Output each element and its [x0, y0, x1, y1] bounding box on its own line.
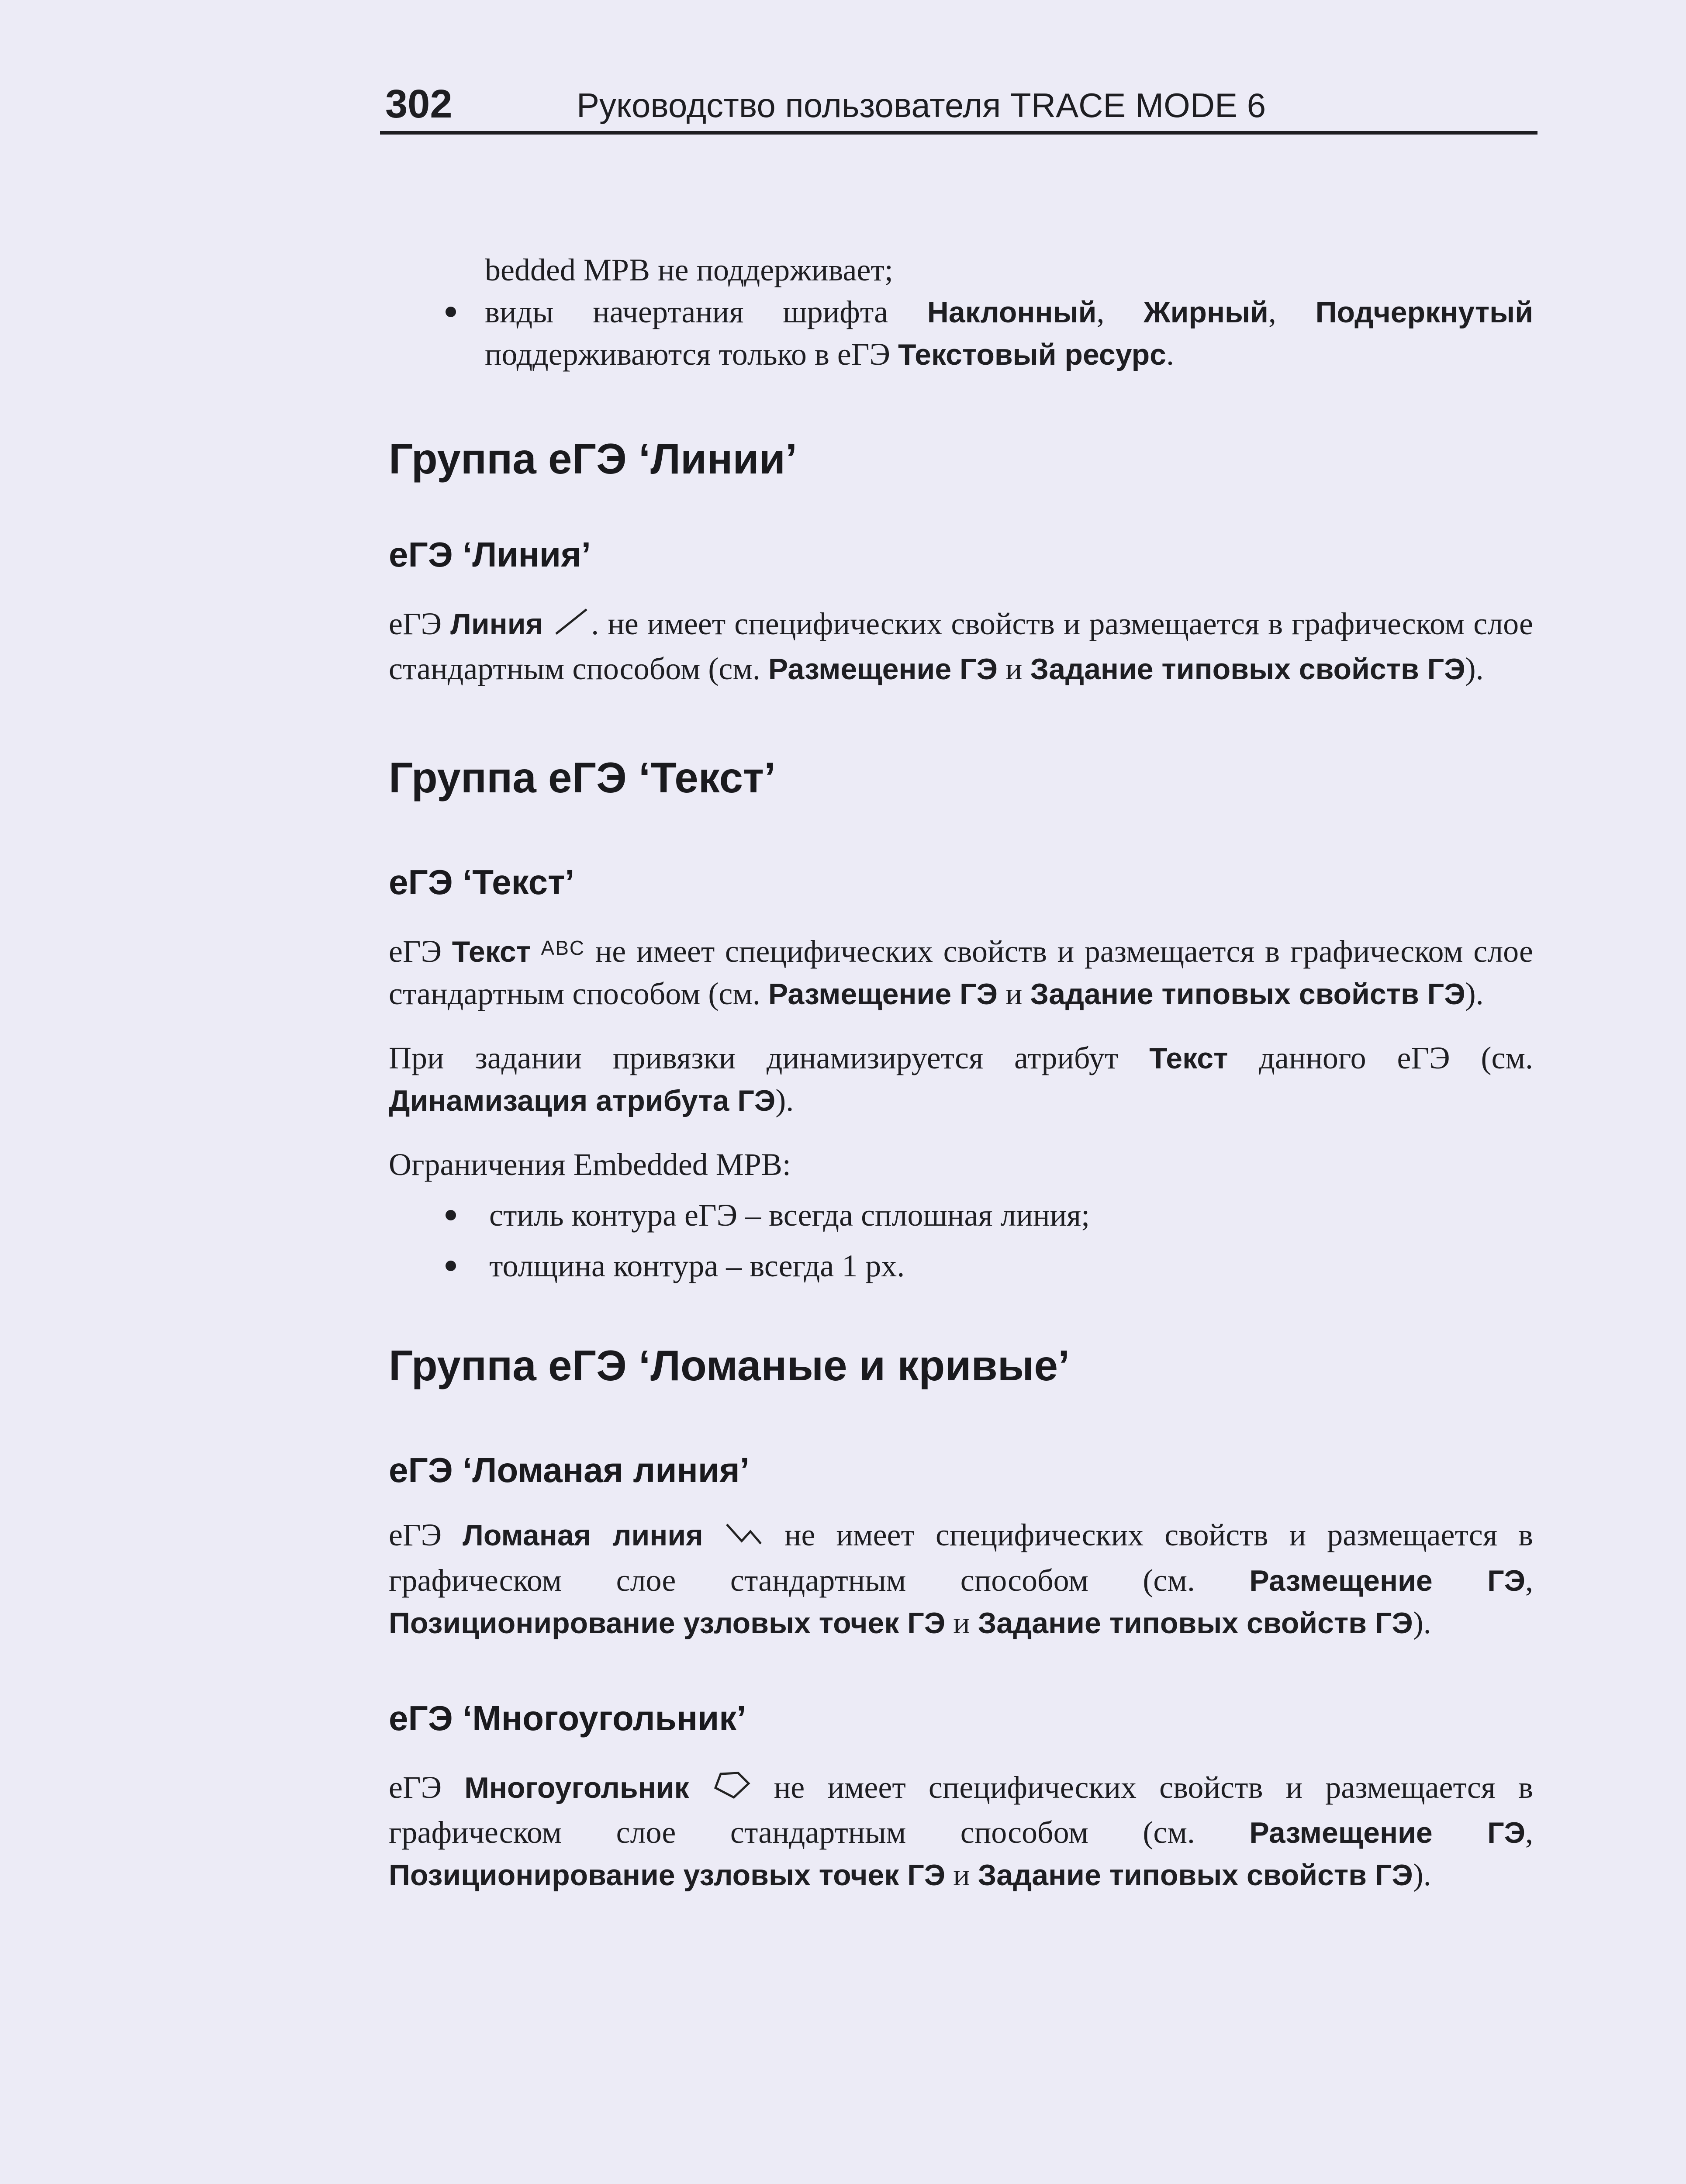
list-item: толщина контура – всегда 1 px. [389, 1245, 1533, 1287]
text-tool-icon: ABC [541, 936, 585, 960]
limits-label: Ограничения Embedded MPB: [389, 1147, 791, 1182]
subsection-heading-line: еГЭ ‘Линия’ [389, 535, 591, 574]
line-tool-icon [552, 606, 591, 648]
section-heading-polylines: Группа еГЭ ‘Ломаные и кривые’ [389, 1341, 1070, 1390]
intro-bullet-list [389, 291, 1533, 376]
line-description: еГЭ Линия . не имеет специфических свойств и размещается в графическом слое стандартным способом (см. Размещение ГЭ и Задание типовых свойств ГЭ). [389, 606, 1533, 687]
page-header [380, 79, 1537, 135]
polyline-description: еГЭ Ломаная линия не имеет специфических свойств и размещается в графическом слое стандартным способом (см. Размещение ГЭ, Позиционирование узловых точек ГЭ и Задание типовых свойств ГЭ). [389, 1517, 1533, 1640]
subsection-heading-text: еГЭ ‘Текст’ [389, 863, 575, 902]
subsection-heading-polyline: еГЭ ‘Ломаная линия’ [389, 1451, 750, 1490]
continuation-line: bedded MPB не поддерживает; [485, 252, 893, 287]
section-heading-lines: Группа еГЭ ‘Линии’ [389, 435, 798, 483]
polyline-tool-icon [724, 1517, 764, 1559]
list-item: виды начертания шрифта Наклонный, Жирный, Подчеркнутый поддерживаются только в еГЭ Текстовый ресурс. [389, 291, 1533, 376]
section-heading-text: Группа еГЭ ‘Текст’ [389, 753, 776, 802]
limits-list [389, 1194, 1533, 1287]
page-number: 302 [385, 82, 453, 126]
page-body [389, 249, 1533, 1896]
binding-paragraph: При задании привязки динамизируется атрибут Текст данного еГЭ (см. Динамизация атрибута ГЭ). [389, 1040, 1533, 1118]
polygon-tool-icon [712, 1769, 751, 1811]
running-title: Руководство пользователя TRACE MODE 6 [577, 86, 1266, 124]
polygon-description: еГЭ Многоугольник не имеет специфических свойств и размещается в графическом слое стандартным способом (см. Размещение ГЭ, Позиционирование узловых точек ГЭ и Задание типовых свойств ГЭ). [389, 1769, 1533, 1893]
text-description: еГЭ Текст $^{ABC}$ не имеет специфических свойств и размещается в графическом слое стандартным способом (см. Размещение ГЭ и Задание типовых свойств ГЭ). [389, 934, 1533, 1012]
subsection-heading-polygon: еГЭ ‘Многоугольник’ [389, 1698, 746, 1738]
list-item: стиль контура еГЭ – всегда сплошная линия; [389, 1194, 1533, 1236]
